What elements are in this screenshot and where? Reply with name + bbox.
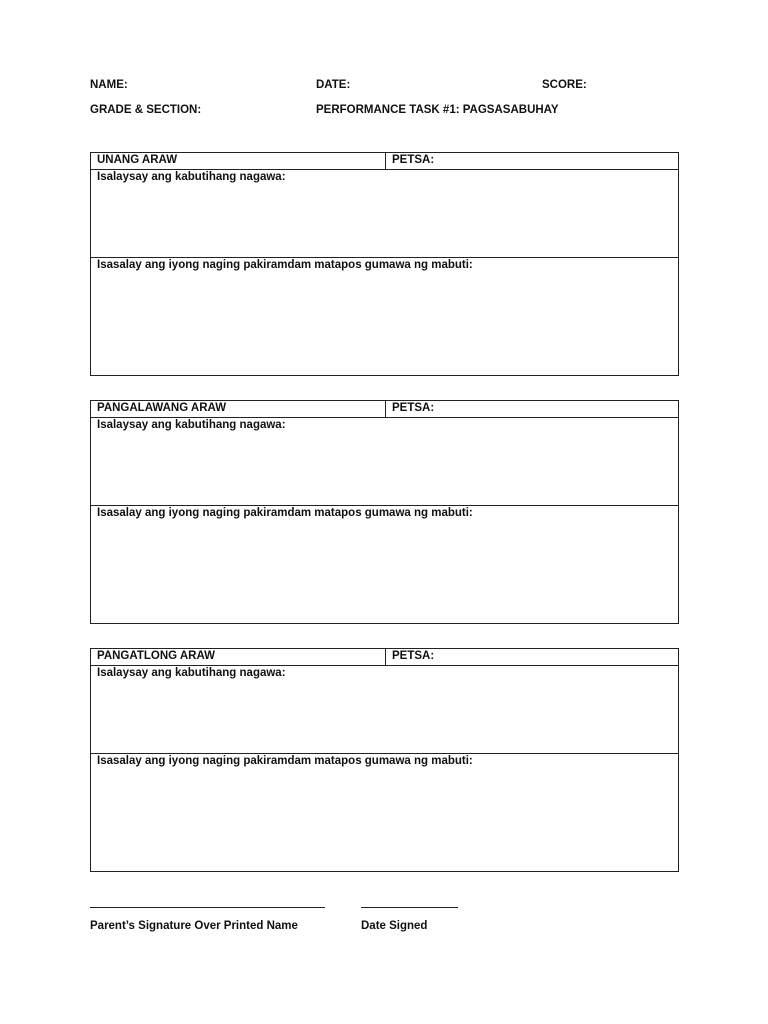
feeling-prompt: Isasalay ang iyong naging pakiramdam matapos gumawa ng mabuti: xyxy=(97,755,473,767)
parent-signature-label: Parent’s Signature Over Printed Name xyxy=(90,920,298,932)
date-label: DATE: xyxy=(316,79,351,91)
score-label: SCORE: xyxy=(542,79,587,91)
feeling-section[interactable] xyxy=(91,506,678,623)
good-deed-section[interactable] xyxy=(91,666,678,754)
petsa-label: PETSA: xyxy=(392,154,435,166)
day-table-2 xyxy=(90,400,679,624)
day-label: UNANG ARAW xyxy=(97,154,178,166)
day-table-header xyxy=(91,401,678,418)
good-deed-section[interactable] xyxy=(91,170,678,258)
header-divider xyxy=(385,401,386,417)
day-table-3 xyxy=(90,648,679,872)
good-deed-prompt: Isalaysay ang kabutihang nagawa: xyxy=(97,171,286,183)
date-signed-label: Date Signed xyxy=(361,920,428,932)
header-divider xyxy=(385,649,386,665)
petsa-label: PETSA: xyxy=(392,402,435,414)
day-table-header xyxy=(91,153,678,170)
feeling-section[interactable] xyxy=(91,754,678,871)
day-table-header xyxy=(91,649,678,666)
grade-section-label: GRADE & SECTION: xyxy=(90,104,202,116)
day-label: PANGALAWANG ARAW xyxy=(97,402,227,414)
name-label: NAME: xyxy=(90,79,128,91)
parent-signature-line[interactable] xyxy=(90,907,325,908)
feeling-section[interactable] xyxy=(91,258,678,375)
good-deed-prompt: Isalaysay ang kabutihang nagawa: xyxy=(97,419,286,431)
day-table-1 xyxy=(90,152,679,376)
date-signed-line[interactable] xyxy=(361,907,458,908)
feeling-prompt: Isasalay ang iyong naging pakiramdam matapos gumawa ng mabuti: xyxy=(97,507,473,519)
good-deed-section[interactable] xyxy=(91,418,678,506)
good-deed-prompt: Isalaysay ang kabutihang nagawa: xyxy=(97,667,286,679)
petsa-label: PETSA: xyxy=(392,650,435,662)
performance-task-title: PERFORMANCE TASK #1: PAGSASABUHAY xyxy=(316,104,559,116)
feeling-prompt: Isasalay ang iyong naging pakiramdam matapos gumawa ng mabuti: xyxy=(97,259,473,271)
header-divider xyxy=(385,153,386,169)
day-label: PANGATLONG ARAW xyxy=(97,650,215,662)
